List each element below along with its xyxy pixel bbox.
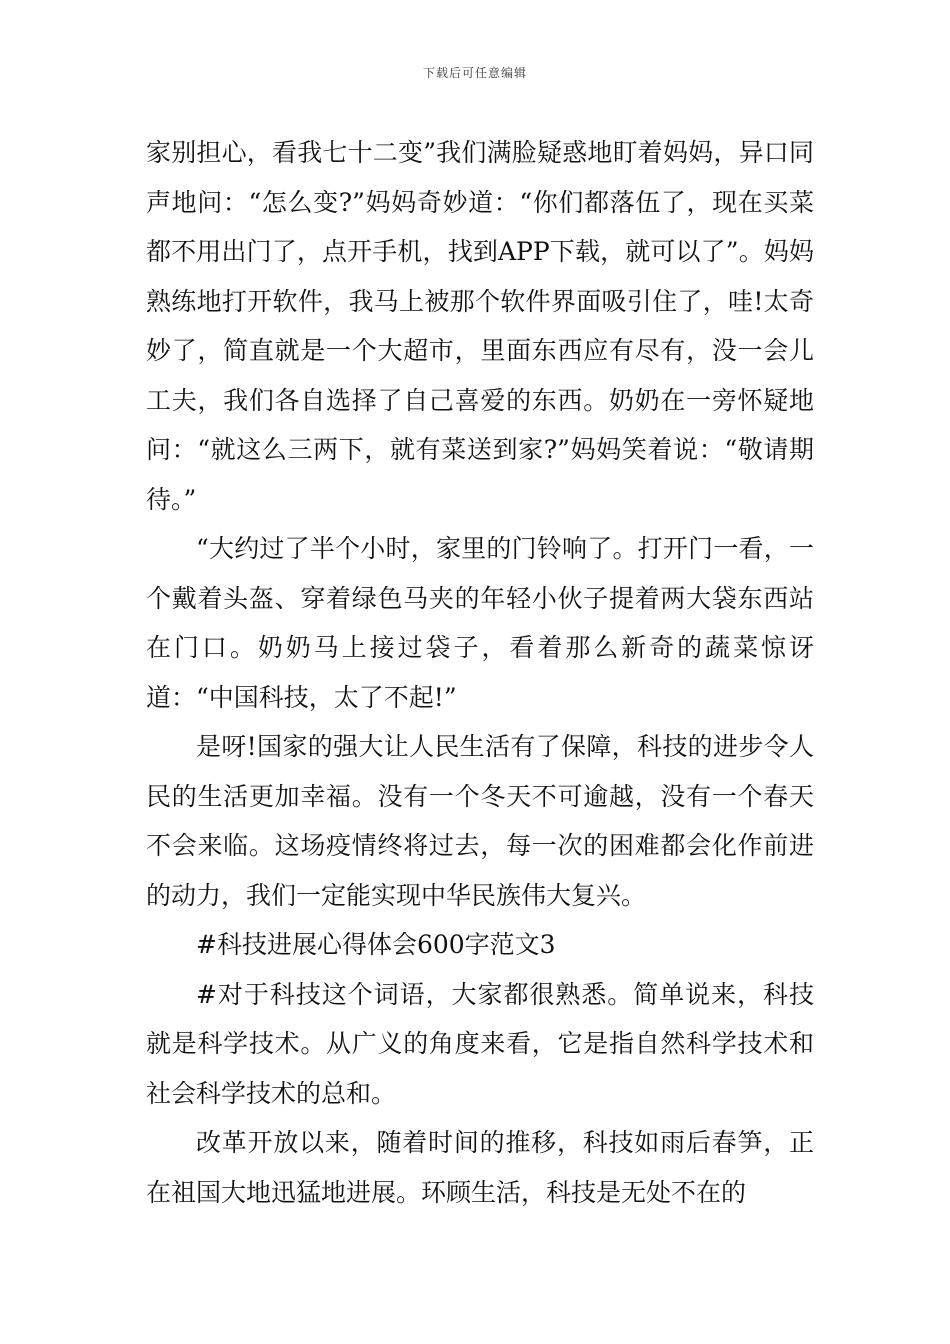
paragraph-1: 家别担心，看我七十二变”我们满脸疑惑地盯着妈妈，异口同声地问：“怎么变?”妈妈奇妙道：“你们都落伍了，现在买菜都不用出门了，点开手机，找到APP下载，就可以了”。妈妈熟练地打开软件，我马上被那个软件界面吸引住了，哇!太奇妙了，简直就是一个大超市，里面东西应有尽有，没一会儿工夫，我们各自选择了自己喜爱的东西。奶奶在一旁怀疑地问：“就这么三两下，就有菜送到家?”妈妈笑着说：“敬请期待。” [146,138,814,514]
section-heading: #科技进展心得体会600字范文3 [196,930,556,959]
page-header-note: 下载后可任意编辑 [422,66,527,80]
paragraph-5: 改革开放以来，随着时间的推移，科技如雨后春笋，正在祖国大地迅猛地进展。环顾生活，科技是无处不在的 [146,1128,814,1207]
paragraph-2: “大约过了半个小时，家里的门铃响了。打开门一看，一个戴着头盔、穿着绿色马夹的年轻小伙子提着两大袋东西站在门口。奶奶马上接过袋子，看着那么新奇的蔬菜惊讶道：“中国科技，太了不起!” [146,534,814,712]
paragraph-4: #对于科技这个词语，大家都很熟悉。简单说来，科技就是科学技术。从广义的角度来看，它是指自然科学技术和社会科学技术的总和。 [146,979,814,1108]
document-body [146,128,814,1217]
paragraph-3: 是呀!国家的强大让人民生活有了保障，科技的进步令人民的生活更加幸福。没有一个冬天不可逾越，没有一个春天不会来临。这场疫情终将过去，每一次的困难都会化作前进的动力，我们一定能实现中华民族伟大复兴。 [146,732,814,910]
